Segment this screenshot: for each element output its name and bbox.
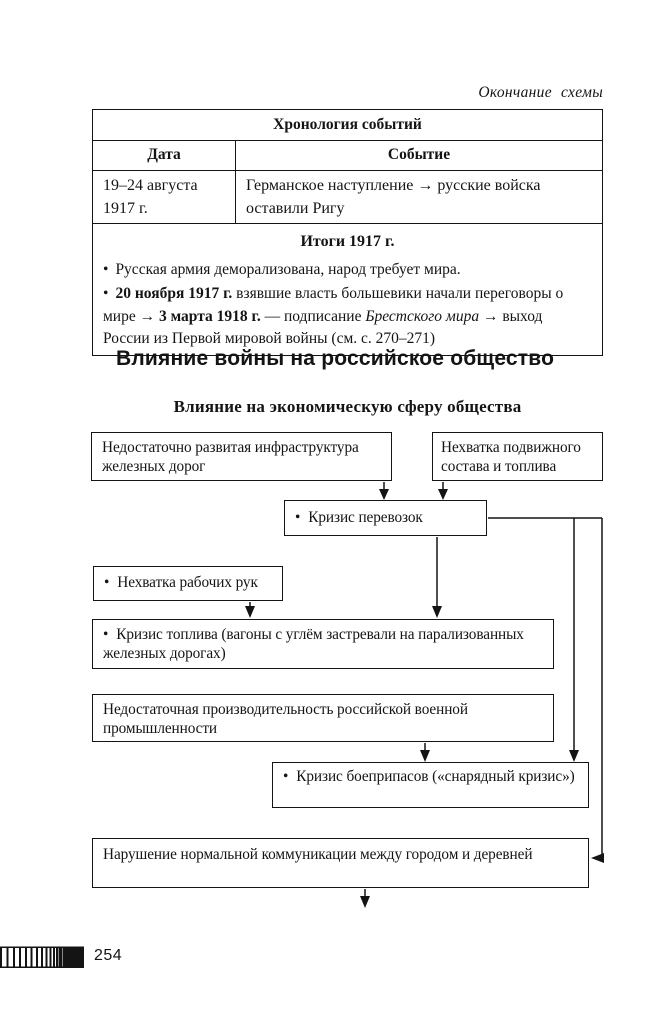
bullet-icon: • <box>295 509 301 526</box>
flow-box-rolling-stock-text: Нехватка подвижного состава и топлива <box>441 439 581 476</box>
table-title-row <box>93 110 603 141</box>
table-title: Хронология событий <box>93 110 603 141</box>
flow-box-ammunition-crisis-text: Кризис боеприпасов («снарядный кризис») <box>296 768 575 785</box>
bullet-icon: • <box>103 626 109 643</box>
subsection-heading: Влияние на экономическую сферу общества <box>173 397 522 416</box>
table-header-row <box>93 141 603 171</box>
arrow-rolling-stock-to-transport <box>438 482 448 500</box>
date-cell: 19–24 августа 1917 г. <box>93 171 236 224</box>
summary-bullet-1 <box>103 259 592 281</box>
column-header-date: Дата <box>93 141 236 171</box>
summary-title: Итоги 1917 г. <box>300 233 395 251</box>
continuation-note: Окончание схемы <box>478 84 603 101</box>
summary-bullet-2-text2: — подписание <box>260 307 366 325</box>
summary-bullet-2-text1: взявшие власть большевики начали переговоры о мире → <box>103 285 564 325</box>
arrow-infrastructure-to-transport <box>379 482 389 500</box>
page-number: 254 <box>94 947 123 964</box>
flow-box-industry-output-text: Недостаточная производительность российской военной промышленности <box>103 701 468 738</box>
flow-box-labor-shortage <box>93 566 283 601</box>
arrow-branch-to-communication <box>591 518 604 863</box>
summary-bullet-2-date1: 20 ноября 1917 г. <box>115 285 233 303</box>
flow-box-communication-breakdown <box>92 838 589 888</box>
flow-box-industry-output <box>92 694 554 742</box>
arrow-branch-to-ammunition <box>569 518 579 762</box>
flow-box-labor-shortage-text: Нехватка рабочих рук <box>117 574 258 591</box>
section-heading: Влияние войны на российское общество <box>116 347 555 370</box>
arrow-industry-to-ammunition <box>420 743 430 762</box>
summary-bullet-2 <box>103 283 592 350</box>
summary-row <box>93 224 603 356</box>
spine-barcode <box>0 946 84 968</box>
column-header-event: Событие <box>236 141 603 171</box>
bullet-icon: • <box>103 260 109 278</box>
bullet-icon: • <box>104 574 110 591</box>
flow-box-rolling-stock <box>432 432 603 481</box>
summary-bullet-1-text: Русская армия деморализована, народ требует мира. <box>115 260 461 278</box>
chronology-table <box>92 109 603 356</box>
flow-box-ammunition-crisis <box>272 762 589 808</box>
summary-cell <box>93 224 603 356</box>
summary-bullet-2-text3: → выход России из Первой мировой войны (см. с. 270–271) <box>103 307 543 347</box>
arrow-labor-to-fuel <box>245 602 255 618</box>
arrow-communication-continues <box>360 889 370 908</box>
arrow-transport-to-fuel <box>432 537 442 618</box>
flow-box-infrastructure <box>91 432 392 481</box>
table-row <box>93 171 603 224</box>
flow-box-transport-crisis <box>284 500 487 536</box>
bullet-icon: • <box>103 285 109 303</box>
flow-box-transport-crisis-text: Кризис перевозок <box>308 509 423 526</box>
flow-box-fuel-crisis-text: Кризис топлива (вагоны с углём застревали на парализованных железных дорогах) <box>103 626 524 663</box>
flow-box-infrastructure-text: Недостаточно развитая инфраструктура железных дорог <box>102 439 359 476</box>
summary-bullet-2-treaty: Брестского мира <box>365 307 480 325</box>
summary-bullet-2-date2: 3 марта 1918 г. <box>158 307 261 325</box>
bullet-icon: • <box>283 768 289 785</box>
flow-box-fuel-crisis <box>92 619 554 669</box>
flow-box-communication-breakdown-text: Нарушение нормальной коммуникации между городом и деревней <box>103 846 533 863</box>
event-cell: Германское наступление → русские войска оставили Ригу <box>236 171 603 224</box>
